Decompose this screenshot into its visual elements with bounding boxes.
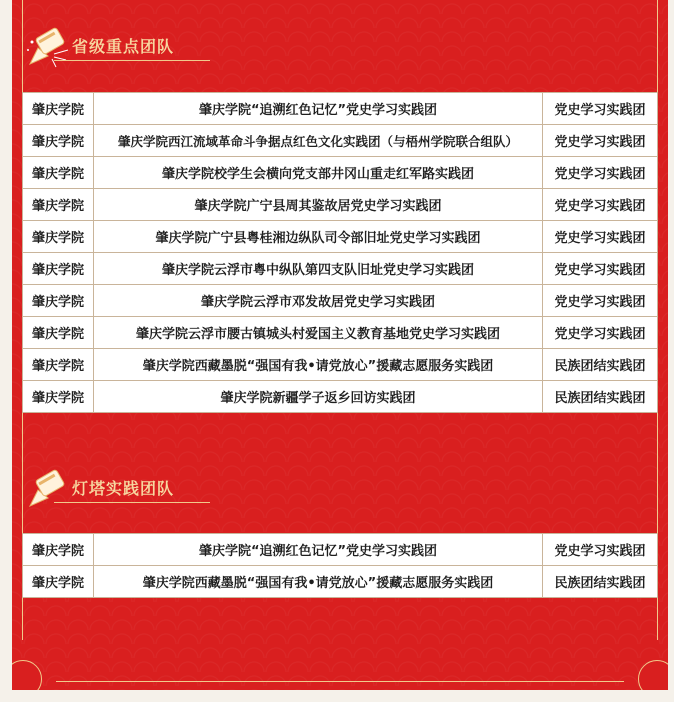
school-cell: 肇庆学院	[23, 566, 94, 598]
school-cell: 肇庆学院	[23, 285, 94, 317]
section-header-provincial	[24, 26, 214, 66]
table-row	[23, 93, 658, 125]
team-name-cell: 肇庆学院广宁县周其鉴故居党史学习实践团	[94, 189, 543, 221]
table-row	[23, 125, 658, 157]
category-cell: 党史学习实践团	[543, 189, 658, 221]
category-cell: 党史学习实践团	[543, 285, 658, 317]
category-cell: 民族团结实践团	[543, 566, 658, 598]
category-cell: 党史学习实践团	[543, 221, 658, 253]
team-name-cell: 肇庆学院新疆学子返乡回访实践团	[94, 381, 543, 413]
school-cell: 肇庆学院	[23, 125, 94, 157]
category-cell: 党史学习实践团	[543, 125, 658, 157]
category-cell: 党史学习实践团	[543, 317, 658, 349]
team-name-cell: 肇庆学院西藏墨脱“强国有我•请党放心”援藏志愿服务实践团	[94, 349, 543, 381]
table-row	[23, 381, 658, 413]
team-name-cell: 肇庆学院云浮市腰古镇城头村爱国主义教育基地党史学习实践团	[94, 317, 543, 349]
frame-bottom-line	[56, 681, 624, 682]
lighthouse-teams-table	[22, 533, 658, 598]
frame-corner-bottom-right	[638, 660, 668, 690]
school-cell: 肇庆学院	[23, 157, 94, 189]
provincial-teams-table	[22, 92, 658, 413]
poster-panel	[12, 0, 668, 690]
category-cell: 民族团结实践团	[543, 381, 658, 413]
scroll-emblem-icon	[24, 26, 72, 68]
section-title-provincial: 省级重点团队	[72, 37, 175, 56]
team-name-cell: 肇庆学院西藏墨脱“强国有我•请党放心”援藏志愿服务实践团	[94, 566, 543, 598]
category-cell: 民族团结实践团	[543, 349, 658, 381]
school-cell: 肇庆学院	[23, 253, 94, 285]
school-cell: 肇庆学院	[23, 189, 94, 221]
table-row	[23, 221, 658, 253]
section-title-underline	[54, 60, 210, 61]
category-cell: 党史学习实践团	[543, 157, 658, 189]
table-row	[23, 534, 658, 566]
table-row	[23, 317, 658, 349]
category-cell: 党史学习实践团	[543, 253, 658, 285]
team-name-cell: 肇庆学院西江流域革命斗争据点红色文化实践团（与梧州学院联合组队）	[94, 125, 543, 157]
team-name-cell: 肇庆学院云浮市粤中纵队第四支队旧址党史学习实践团	[94, 253, 543, 285]
school-cell: 肇庆学院	[23, 93, 94, 125]
team-name-cell: 肇庆学院云浮市邓发故居党史学习实践团	[94, 285, 543, 317]
table-row	[23, 253, 658, 285]
scroll-emblem-icon	[24, 468, 72, 510]
table-row	[23, 566, 658, 598]
team-name-cell: 肇庆学院“追溯红色记忆”党史学习实践团	[94, 93, 543, 125]
team-name-cell: 肇庆学院广宁县粤桂湘边纵队司令部旧址党史学习实践团	[94, 221, 543, 253]
table-row	[23, 157, 658, 189]
school-cell: 肇庆学院	[23, 317, 94, 349]
table-row	[23, 285, 658, 317]
frame-corner-bottom-left	[12, 660, 42, 690]
school-cell: 肇庆学院	[23, 221, 94, 253]
section-header-lighthouse	[24, 468, 214, 508]
school-cell: 肇庆学院	[23, 534, 94, 566]
school-cell: 肇庆学院	[23, 381, 94, 413]
table-row	[23, 349, 658, 381]
section-title-lighthouse: 灯塔实践团队	[72, 479, 175, 498]
team-name-cell: 肇庆学院“追溯红色记忆”党史学习实践团	[94, 534, 543, 566]
team-name-cell: 肇庆学院校学生会横向党支部井冈山重走红军路实践团	[94, 157, 543, 189]
table-row	[23, 189, 658, 221]
category-cell: 党史学习实践团	[543, 93, 658, 125]
category-cell: 党史学习实践团	[543, 534, 658, 566]
section-title-underline	[54, 502, 210, 503]
school-cell: 肇庆学院	[23, 349, 94, 381]
